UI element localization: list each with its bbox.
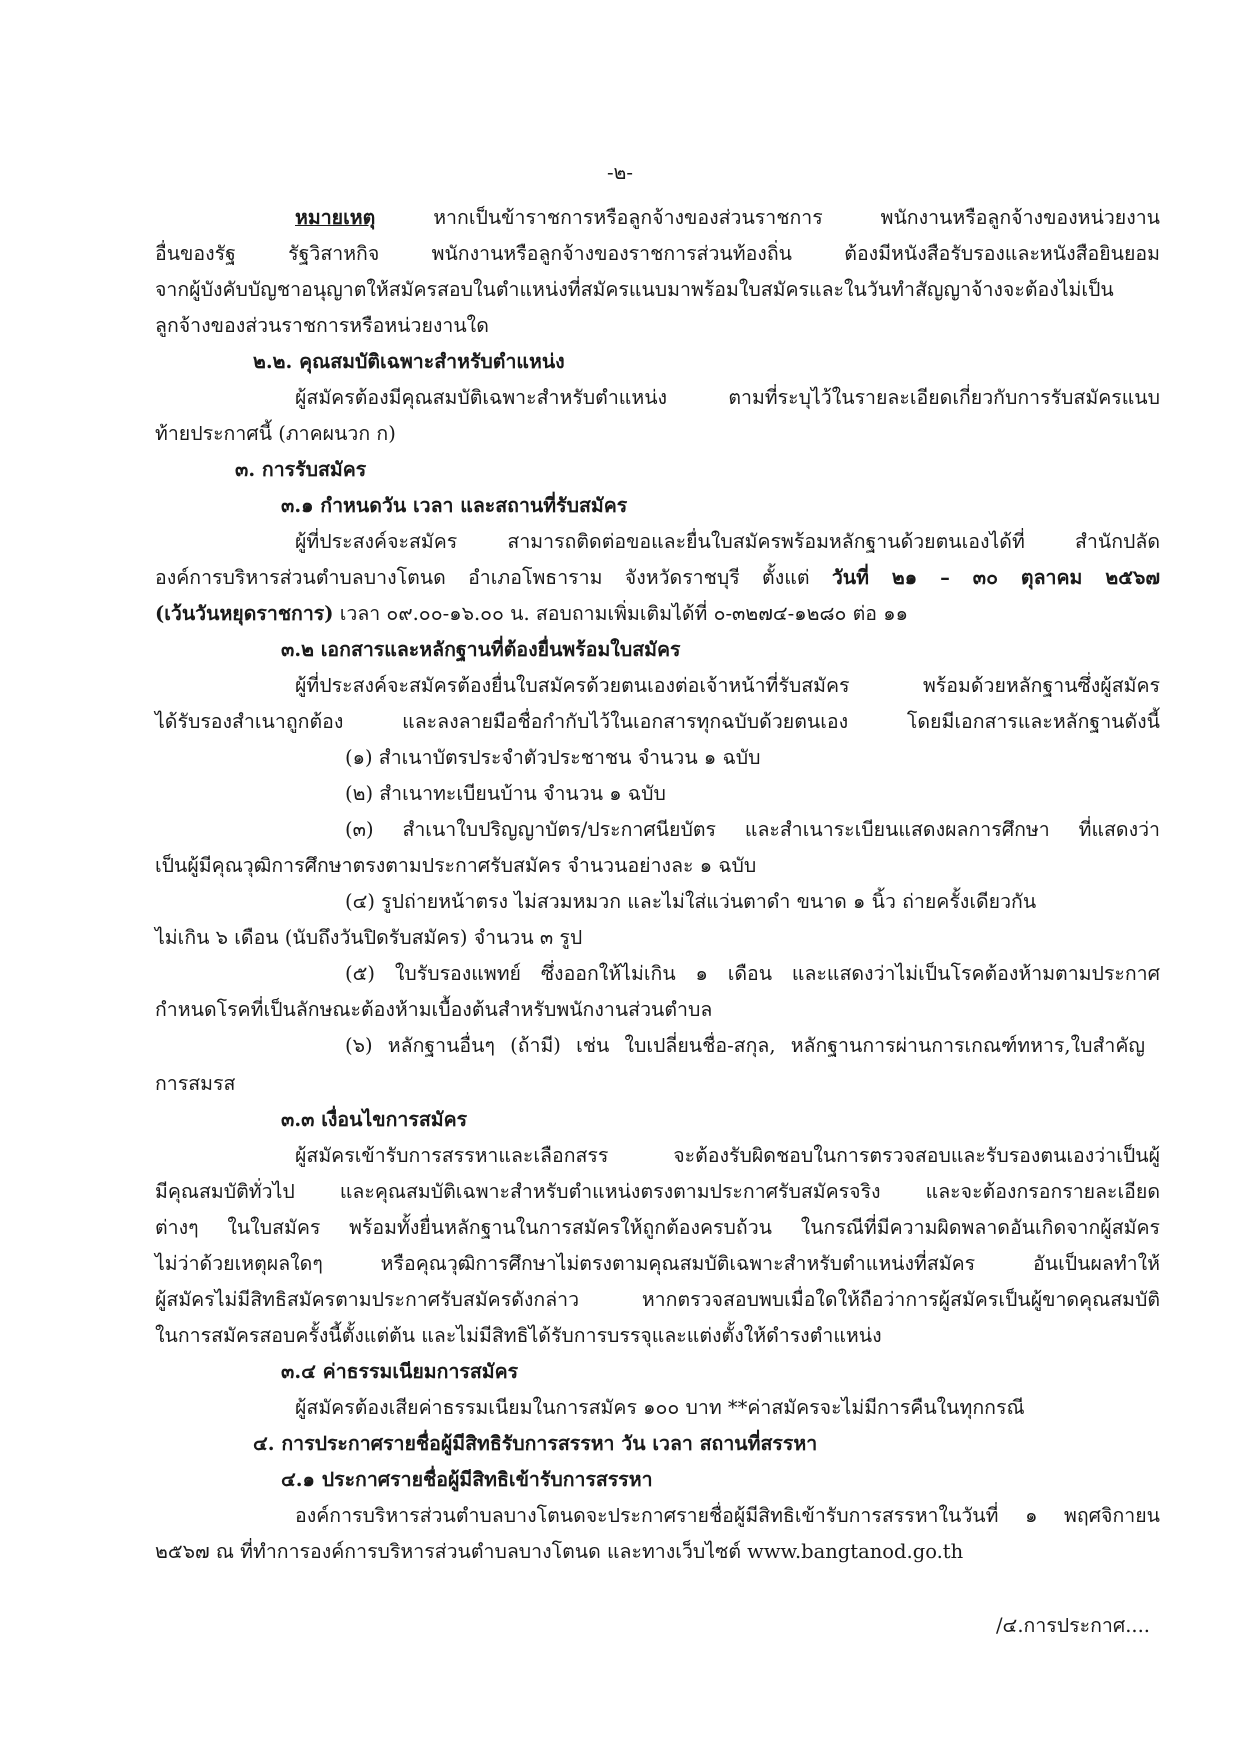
document-item-6-line-2: การสมรส [155,1072,236,1095]
remark-label: หมายเหตุ [295,206,376,229]
section-4-1-line-1: องค์การบริหารส่วนตำบลบางโตนดจะประกาศรายชื่อผู้มีสิทธิเข้ารับการสรรหาในวันที่ ๑ พฤศจิกายน [295,1504,1160,1527]
continuation-note: /๔.การประกาศ.... [995,1614,1150,1637]
section-3-3-line-6: ในการสมัครสอบครั้งนี้ตั้งแต่ต้น และไม่มีสิทธิได้รับการบรรจุและแต่งตั้งให้ดำรงตำแหน่ง [155,1324,882,1347]
section-3-heading: ๓. การรับสมัคร [235,458,367,481]
section-3-1-line-1: ผู้ที่ประสงค์จะสมัคร สามารถติดต่อขอและยื่นใบสมัครพร้อมหลักฐานด้วยตนเองได้ที่ สำนักปลัด [295,530,1160,553]
section-3-3-line-5: ผู้สมัครไม่มีสิทธิสมัครตามประกาศรับสมัครดังกล่าว หากตรวจสอบพบเมื่อใดให้ถือว่าการผู้สมัครเป็นผู้ขาดคุณสมบัติ [155,1288,1160,1311]
section-3-1-line-2: องค์การบริหารส่วนตำบลบางโตนด อำเภอโพธาราม จังหวัดราชบุรี ตั้งแต่ วันที่ ๒๑ – ๓๐ ตุลาคม ๒๕๖๗ [155,566,1160,589]
section-3-2-line-2: ได้รับรองสำเนาถูกต้อง และลงลายมือชื่อกำกับไว้ในเอกสารทุกฉบับด้วยตนเอง โดยมีเอกสารและหลักฐานดังนี้ [155,710,1160,733]
document-item-2: (๒) สำเนาทะเบียนบ้าน จำนวน ๑ ฉบับ [345,782,666,805]
section-3-4-heading: ๓.๔ ค่าธรรมเนียมการสมัคร [281,1360,519,1383]
section-3-2-heading: ๓.๒ เอกสารและหลักฐานที่ต้องยื่นพร้อมใบสมัคร [281,638,681,661]
section-3-1-line-3: (เว้นวันหยุดราชการ) เวลา ๐๙.๐๐-๑๖.๐๐ น. สอบถามเพิ่มเติมได้ที่ ๐-๓๒๗๔-๑๒๘๐ ต่อ ๑๑ [155,602,908,625]
section-3-3-line-2: มีคุณสมบัติทั่วไป และคุณสมบัติเฉพาะสำหรับตำแหน่งตรงตามประกาศรับสมัครจริง และจะต้องกรอกรายละเอียด [155,1180,1160,1203]
document-item-5-line-2: กำหนดโรคที่เป็นลักษณะต้องห้ามเบื้องต้นสำหรับพนักงานส่วนตำบล [155,998,713,1021]
section-4-1-heading: ๔.๑ ประกาศรายชื่อผู้มีสิทธิเข้ารับการสรรหา [281,1468,653,1491]
section-3-2-line-1: ผู้ที่ประสงค์จะสมัครต้องยื่นใบสมัครด้วยตนเองต่อเจ้าหน้าที่รับสมัคร พร้อมด้วยหลักฐานซึ่งผู้สมัคร [295,674,1160,697]
remark-line-4: ลูกจ้างของส่วนราชการหรือหน่วยงานใด [155,314,489,337]
section-2-2-line-1: ผู้สมัครต้องมีคุณสมบัติเฉพาะสำหรับตำแหน่ง ตามที่ระบุไว้ในรายละเอียดเกี่ยวกับการรับสมัครแนบ [295,386,1160,409]
section-4-1-line-2: ๒๕๖๗ ณ ที่ทำการองค์การบริหารส่วนตำบลบางโตนด และทางเว็บไซต์ www.bangtanod.go.th [155,1540,964,1563]
section-2-2-heading: ๒.๒. คุณสมบัติเฉพาะสำหรับตำแหน่ง [253,350,565,373]
document-item-1: (๑) สำเนาบัตรประจำตัวประชาชน จำนวน ๑ ฉบับ [345,746,761,769]
section-4-heading: ๔. การประกาศรายชื่อผู้มีสิทธิรับการสรรหา วัน เวลา สถานที่สรรหา [253,1432,818,1455]
section-2-2-line-2: ท้ายประกาศนี้ (ภาคผนวก ก) [155,422,396,445]
document-item-3-line-1: (๓) สำเนาใบปริญญาบัตร/ประกาศนียบัตร และสำเนาระเบียนแสดงผลการศึกษา ที่แสดงว่า [345,818,1160,841]
document-item-4-line-1: (๔) รูปถ่ายหน้าตรง ไม่สวมหมวก และไม่ใส่แว่นตาดำ ขนาด ๑ นิ้ว ถ่ายครั้งเดียวกัน [345,890,1037,913]
remark-line-2: อื่นของรัฐ รัฐวิสาหกิจ พนักงานหรือลูกจ้างของราชการส่วนท้องถิ่น ต้องมีหนังสือรับรองและหนังสือยินยอม [155,242,1160,265]
application-date-range: วันที่ ๒๑ – ๓๐ ตุลาคม ๒๕๖๗ [831,566,1160,589]
document-item-6-line-1: (๖) หลักฐานอื่นๆ (ถ้ามี) เช่น ใบเปลี่ยนชื่อ-สกุล, หลักฐานการผ่านการเกณฑ์ทหาร,ใบสำคัญ [345,1034,1145,1057]
section-3-1-heading: ๓.๑ กำหนดวัน เวลา และสถานที่รับสมัคร [281,494,628,517]
document-item-4-line-2: ไม่เกิน ๖ เดือน (นับถึงวันปิดรับสมัคร) จำนวน ๓ รูป [155,926,583,949]
page-number: -๒- [606,161,634,184]
section-3-3-line-1: ผู้สมัครเข้ารับการสรรหาและเลือกสรร จะต้องรับผิดชอบในการตรวจสอบและรับรองตนเองว่าเป็นผู้ [295,1144,1160,1167]
except-holidays: (เว้นวันหยุดราชการ) [155,602,334,625]
document-item-3-line-2: เป็นผู้มีคุณวุฒิการศึกษาตรงตามประกาศรับสมัคร จำนวนอย่างละ ๑ ฉบับ [155,854,757,877]
section-3-3-line-3: ต่างๆ ในใบสมัคร พร้อมทั้งยื่นหลักฐานในการสมัครให้ถูกต้องครบถ้วน ในกรณีที่มีความผิดพลาดอันเกิดจากผู้สมัคร [155,1216,1160,1239]
section-3-3-heading: ๓.๓ เงื่อนไขการสมัคร [281,1108,468,1131]
section-3-3-line-4: ไม่ว่าด้วยเหตุผลใดๆ หรือคุณวุฒิการศึกษาไม่ตรงตามคุณสมบัติเฉพาะสำหรับตำแหน่งที่สมัคร อันเป็นผลทำให้ [155,1252,1160,1275]
remark-line-3: จากผู้บังคับบัญชาอนุญาตให้สมัครสอบในตำแหน่งที่สมัครแนบมาพร้อมใบสมัครและในวันทำสัญญาจ้างจะต้องไม่เป็น [155,278,1114,301]
section-3-4-line-1: ผู้สมัครต้องเสียค่าธรรมเนียมในการสมัคร ๑๐๐ บาท **ค่าสมัครจะไม่มีการคืนในทุกกรณี [295,1396,1025,1419]
remark-line-1: หมายเหตุ หากเป็นข้าราชการหรือลูกจ้างของส่วนราชการ พนักงานหรือลูกจ้างของหน่วยงาน [295,206,1160,229]
document-item-5-line-1: (๕) ใบรับรองแพทย์ ซึ่งออกให้ไม่เกิน ๑ เดือน และแสดงว่าไม่เป็นโรคต้องห้ามตามประกาศ [345,962,1160,985]
